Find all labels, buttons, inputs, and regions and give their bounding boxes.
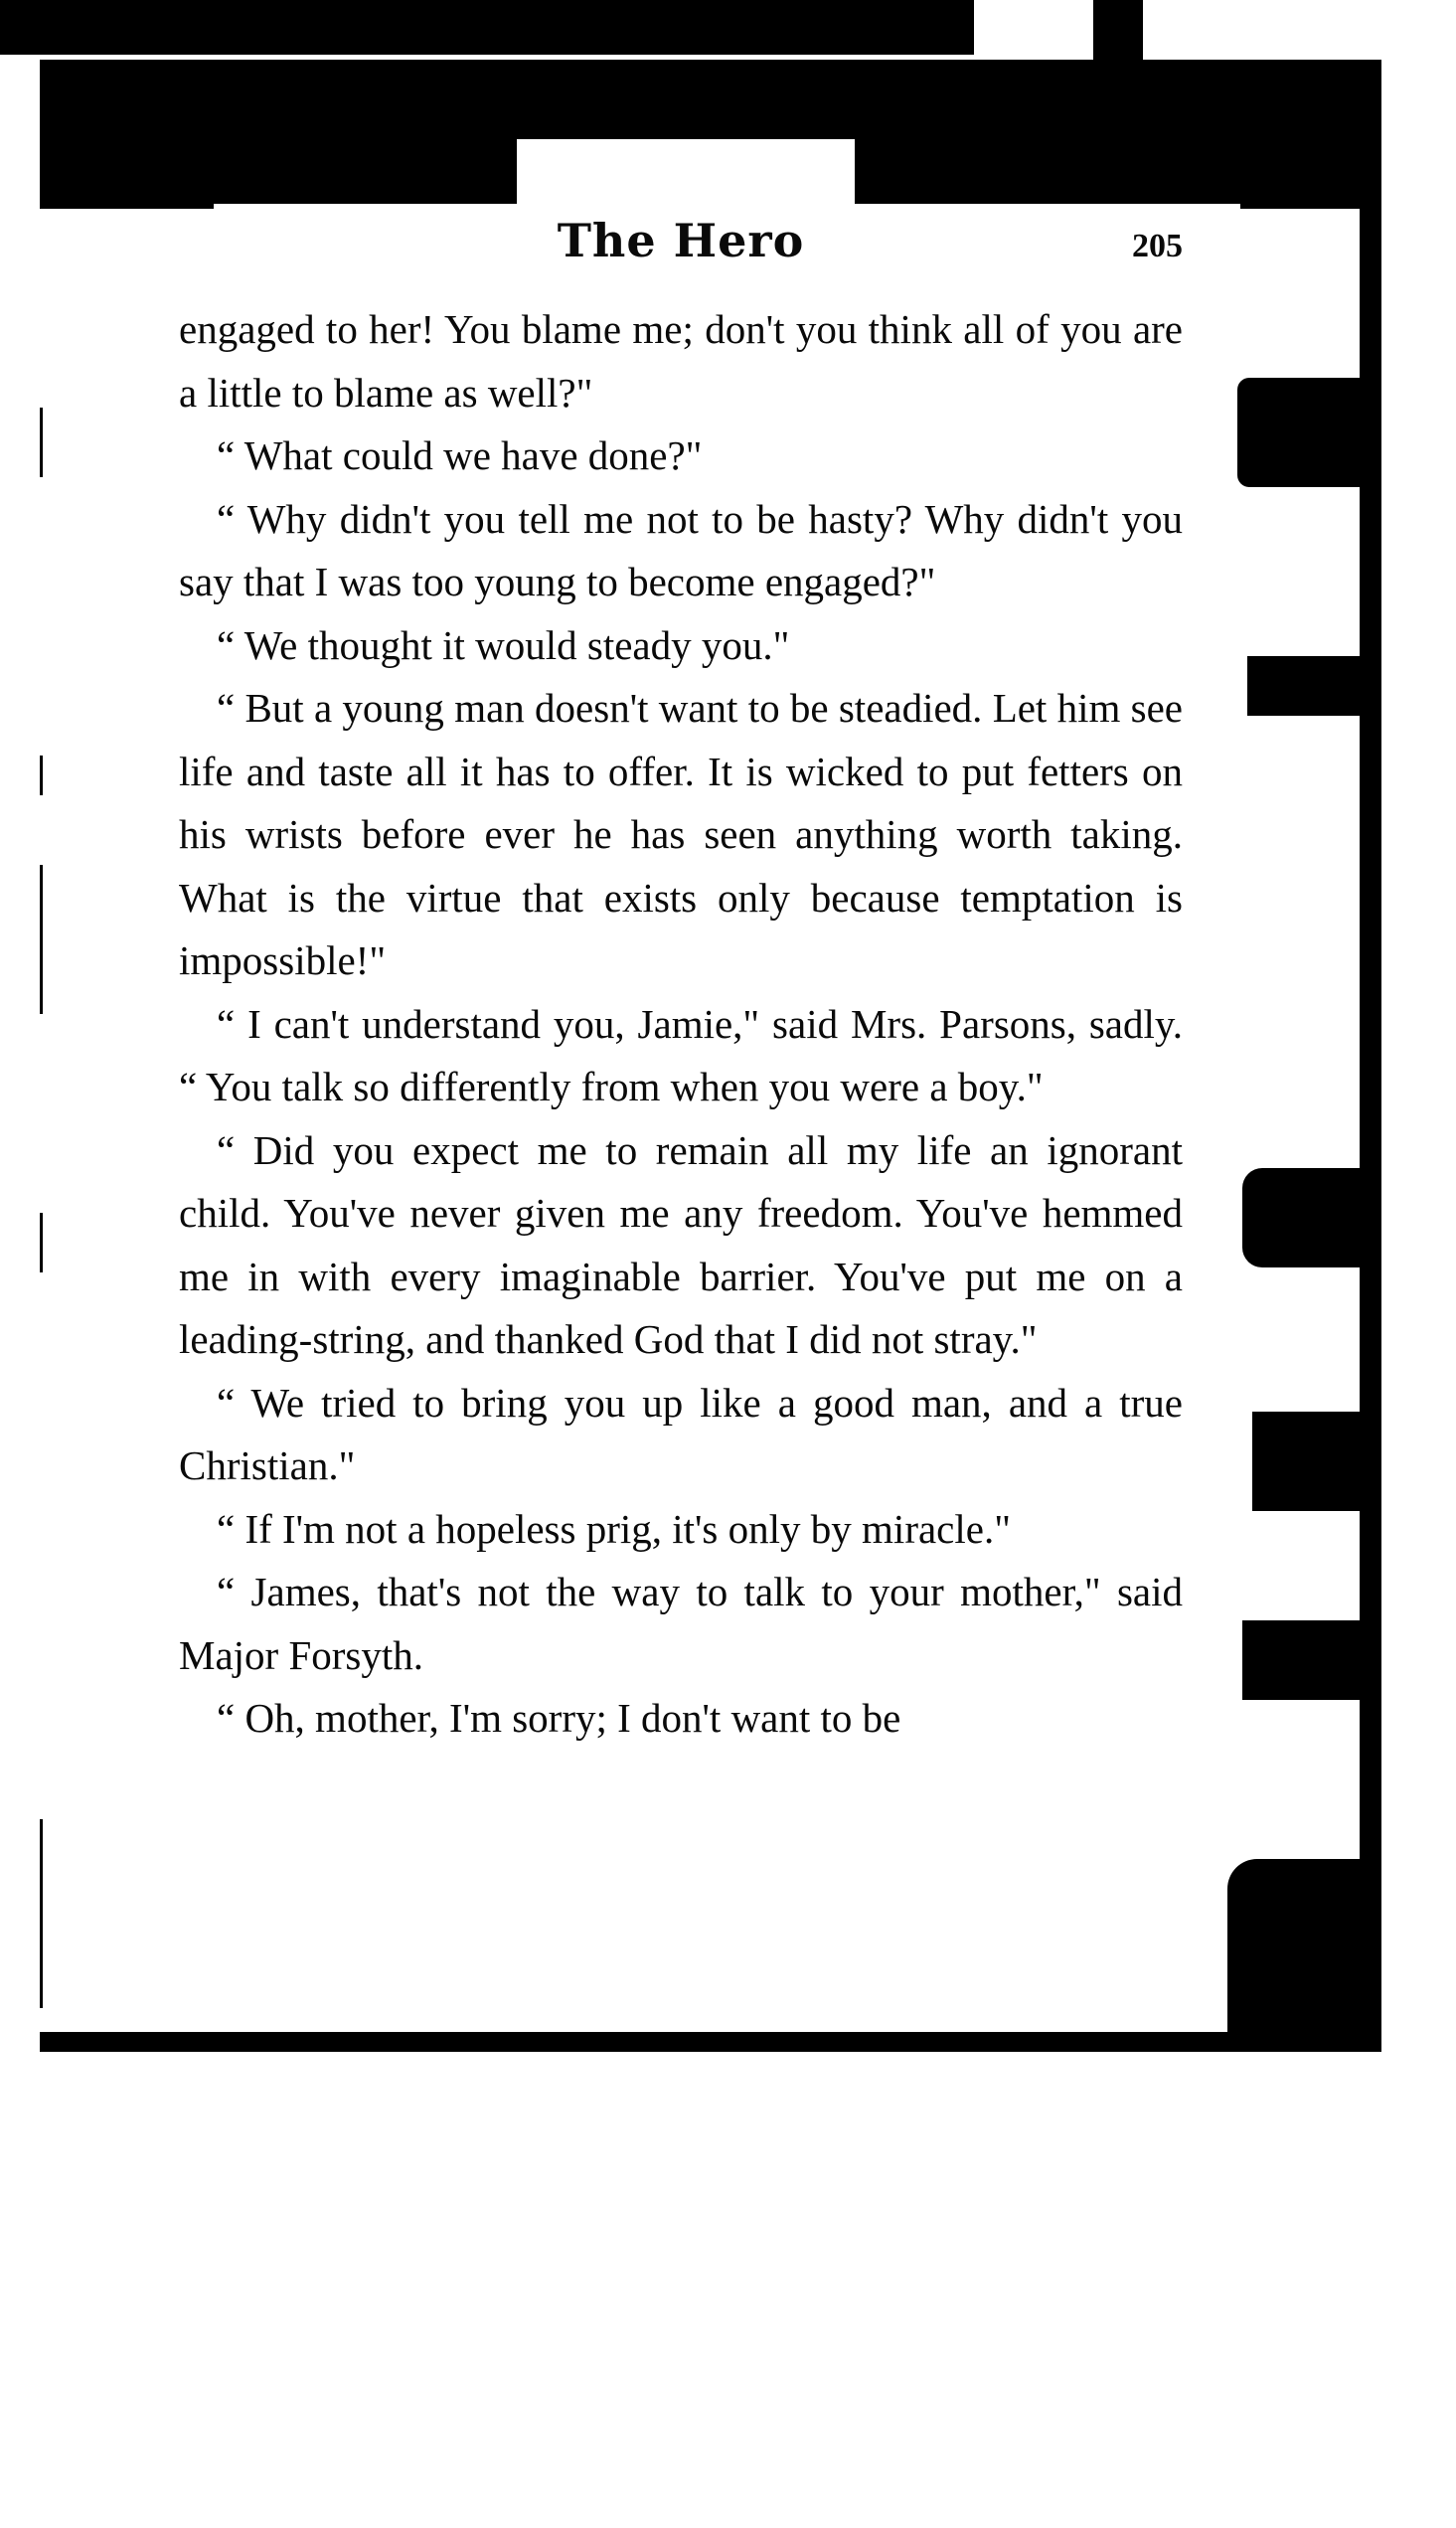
- paragraph: “ We tried to bring you up like a good man, and a true Christian.": [179, 1379, 1183, 1488]
- paragraph: “ What could we have done?": [217, 432, 703, 478]
- scan-border-bottom: [40, 2032, 1381, 2052]
- paragraph: “ James, that's not the way to talk to your mother," said Major Forsyth.: [179, 1569, 1183, 1678]
- paragraph: “ But a young man doesn't want to be steadied. Let him see life and taste all it has to offer. It is wicked to put fetters on his wrists before ever he has seen anything worth taking. What is the virtue that exists only because temptation is impossible!": [179, 685, 1183, 983]
- scan-border-top-right: [1093, 0, 1143, 60]
- page-edge: [517, 139, 855, 209]
- scan-mark: [40, 865, 43, 1014]
- scan-mark: [40, 1819, 43, 2008]
- body-text: [179, 298, 1183, 1751]
- scan-mark: [40, 408, 43, 477]
- scan-bleed: [1242, 1168, 1362, 1267]
- scan-border-right: [1360, 60, 1381, 2048]
- paragraph: “ I can't understand you, Jamie," said Mrs. Parsons, sadly. “ You talk so differently from when you were a boy.": [179, 1000, 1183, 1109]
- paragraph: “ We thought it would steady you.": [217, 621, 790, 668]
- scan-mark: [40, 1213, 43, 1272]
- scan-mark: [40, 756, 43, 795]
- running-title: The Hero: [557, 214, 805, 267]
- scan-bleed: [1227, 1859, 1362, 2038]
- paragraph: “ Why didn't you tell me not to be hasty? Why didn't you say that I was too young to become engaged?": [179, 495, 1183, 604]
- paragraph: “ Did you expect me to remain all my life an ignorant child. You've never given me any freedom. You've hemmed me in with every imaginable barrier. You've put me on a leading-string, and thanked God that I did not stray.": [179, 1126, 1183, 1362]
- paragraph: engaged to her! You blame me; don't you think all of you are a little to blame as well?": [179, 306, 1183, 416]
- scan-border-top: [0, 0, 974, 55]
- scan-bleed: [1242, 1620, 1362, 1700]
- running-head: [179, 214, 1183, 273]
- page-number: 205: [1132, 228, 1183, 264]
- scan-bleed: [1252, 1412, 1362, 1511]
- paragraph: “ If I'm not a hopeless prig, it's only by miracle.": [217, 1505, 1011, 1552]
- scan-bleed: [1247, 656, 1362, 716]
- scan-bleed: [1237, 378, 1362, 487]
- paragraph: “ Oh, mother, I'm sorry; I don't want to be: [217, 1695, 901, 1741]
